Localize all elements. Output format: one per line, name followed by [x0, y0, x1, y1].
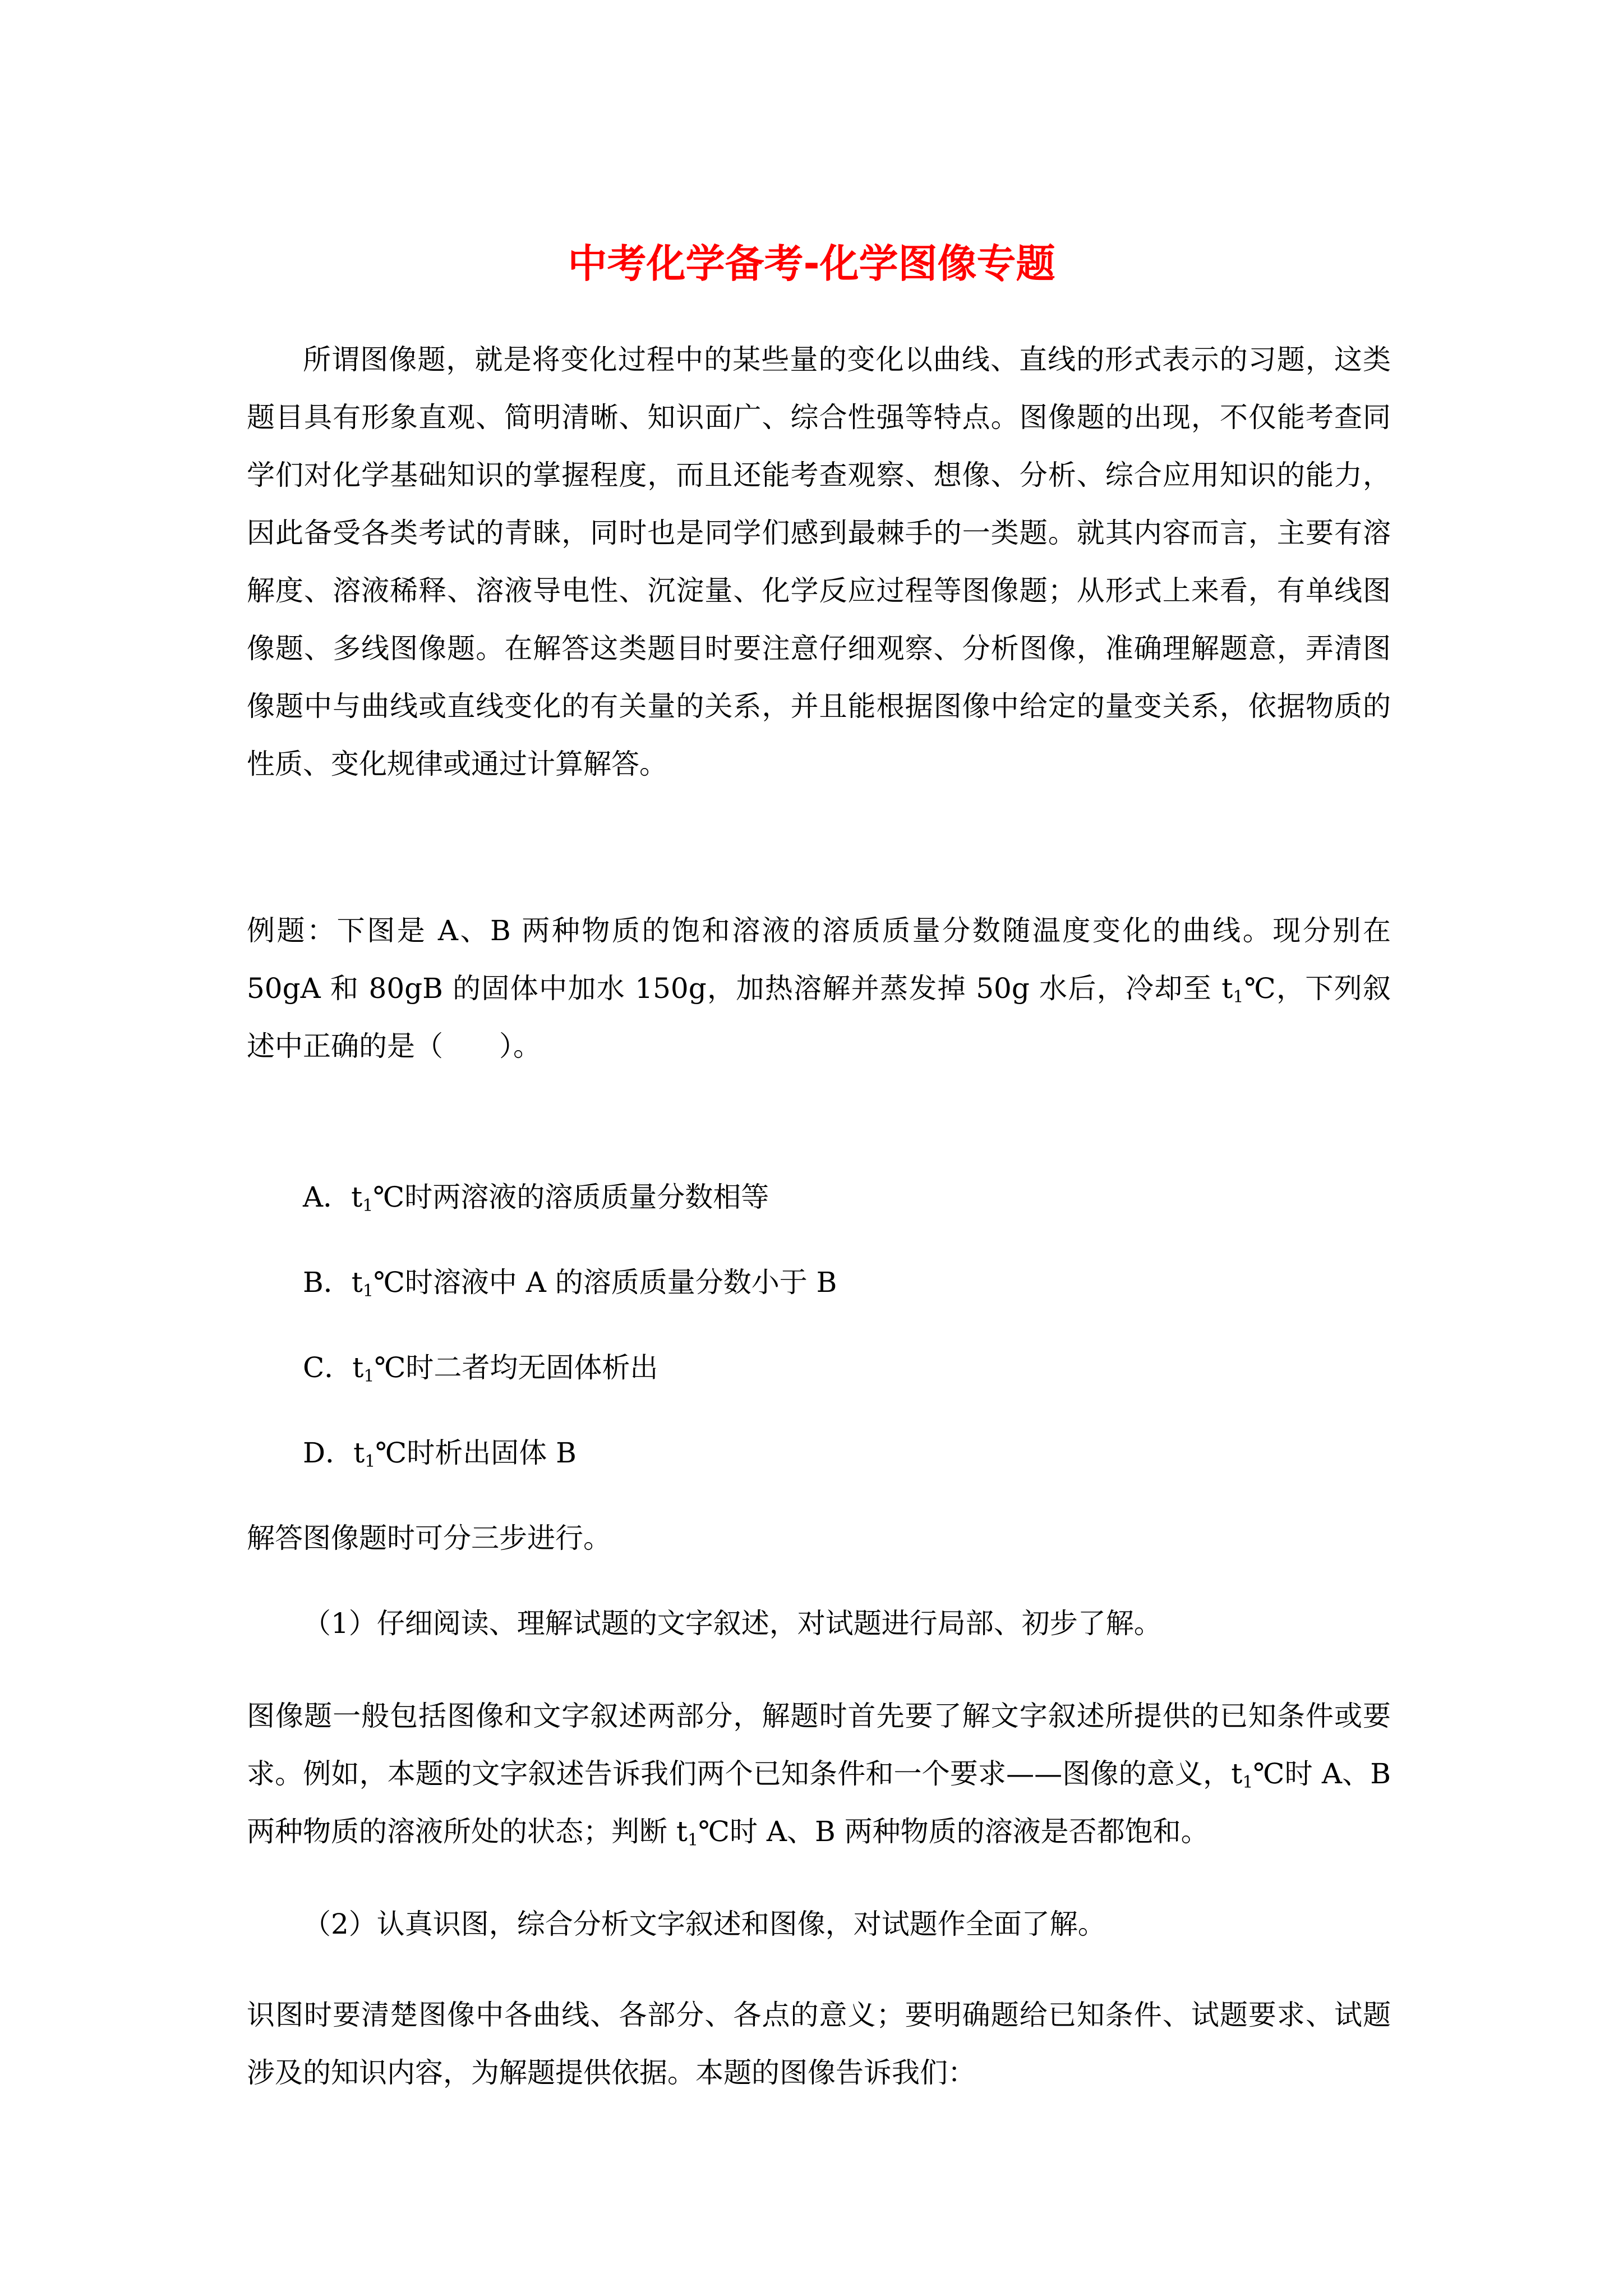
subscript: 1	[688, 1830, 699, 1850]
step1-heading: （1）仔细阅读、理解试题的文字叙述，对试题进行局部、初步了解。	[303, 1607, 1162, 1640]
option-text: ℃时溶液中 A 的溶质质量分数小于 B	[373, 1266, 837, 1299]
option-text: ℃时两溶液的溶质质量分数相等	[373, 1181, 769, 1213]
intro-paragraph: 所谓图像题，就是将变化过程中的某些量的变化以曲线、直线的形式表示的习题，这类题目具有形象直观、简明清晰、知识面广、综合性强等特点。图像题的出现，不仅能考查同学们对化学基础知识的掌握程度，而且还能考查观察、想像、分析、综合应用知识的能力，因此备受各类考试的青睐，同时也是同学们感到最棘手的一类题。就其内容而言，主要有溶解度、溶液稀释、溶液导电性、沉淀量、化学反应过程等图像题；从形式上来看，有单线图像题、多线图像题。在解答这类题目时要注意仔细观察、分析图像，准确理解题意，弄清图像题中与曲线或直线变化的有关量的关系，并且能根据图像中给定的量变关系，依据物质的性质、变化规律或通过计算解答。	[247, 343, 1391, 780]
option-a	[303, 1177, 769, 1217]
step2-heading: （2）认真识图，综合分析文字叙述和图像，对试题作全面了解。	[303, 1908, 1106, 1940]
example-text-end: ℃，下列叙述中正确的是（ ）。	[247, 972, 1391, 1062]
subscript: 1	[1242, 1773, 1253, 1792]
option-prefix: A．t	[303, 1181, 363, 1213]
page-title: 中考化学备考-化学图像专题	[568, 241, 1055, 287]
option-text: ℃时二者均无固体析出	[374, 1351, 658, 1384]
subscript: 1	[362, 1281, 374, 1301]
option-prefix: C．t	[303, 1351, 364, 1384]
step2-body: 识图时要清楚图像中各曲线、各部分、各点的意义；要明确题给已知条件、试题要求、试题涉及的知识内容，为解题提供依据。本题的图像告诉我们：	[247, 1999, 1391, 2089]
step1-text-part2: ℃时 A、B 两种物质的溶液所处的状态；判断 t	[247, 1757, 1391, 1848]
example-text-start: 例题：下图是 A、B 两种物质的饱和溶液的溶质质量分数随温度变化的曲线。现分别在 50gA 和 80gB 的固体中加水 150g，加热溶解并蒸发掉 50g 水后，冷却至 t	[247, 914, 1391, 1005]
option-text: ℃时析出固体 B	[375, 1437, 577, 1469]
option-prefix: D．t	[303, 1437, 365, 1469]
steps-intro: 解答图像题时可分三步进行。	[247, 1522, 611, 1554]
option-prefix: B．t	[303, 1266, 363, 1299]
step1-text-part1: 图像题一般包括图像和文字叙述两部分，解题时首先要了解文字叙述所提供的已知条件或要求。例如，本题的文字叙述告诉我们两个已知条件和一个要求——图像的意义，t	[247, 1700, 1391, 1790]
subscript: 1	[365, 1452, 376, 1471]
example-question	[247, 902, 1391, 1075]
subscript: 1	[1233, 987, 1244, 1007]
subscript: 1	[363, 1366, 375, 1386]
step1-text-part3: ℃时 A、B 两种物质的溶液是否都饱和。	[698, 1815, 1209, 1848]
option-d	[303, 1433, 577, 1473]
subscript: 1	[362, 1196, 374, 1216]
step1-body	[247, 1687, 1391, 1861]
option-b	[303, 1263, 837, 1302]
option-c	[303, 1348, 658, 1387]
